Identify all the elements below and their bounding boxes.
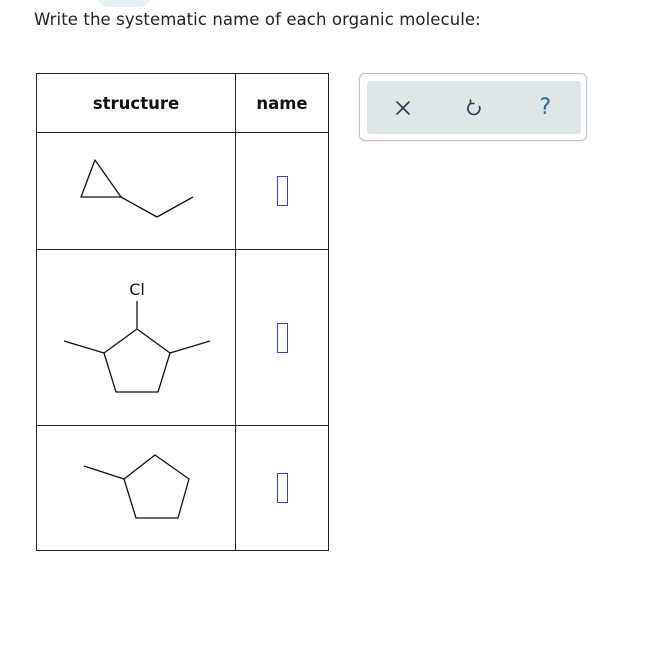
answer-table <box>36 73 329 551</box>
structure-cell <box>37 250 236 426</box>
table-row <box>37 426 329 551</box>
header-name: name <box>236 74 329 133</box>
name-cell <box>236 133 329 250</box>
answer-toolbar <box>359 73 587 141</box>
question-prompt: Write the systematic name of each organic molecule: <box>34 10 481 29</box>
structure-cell <box>37 133 236 250</box>
chloro-dimethylcyclopentane-structure <box>37 250 235 425</box>
name-cell <box>236 250 329 426</box>
name-input-3[interactable] <box>277 473 288 503</box>
table-row <box>37 133 329 250</box>
help-button[interactable] <box>525 88 565 128</box>
name-cell <box>236 426 329 551</box>
header-structure: structure <box>37 74 236 133</box>
clear-button[interactable] <box>383 88 423 128</box>
name-input-2[interactable] <box>277 323 288 353</box>
top-tab[interactable] <box>98 0 150 7</box>
atom-label-cl: Cl <box>129 280 145 299</box>
methylcyclopentane-structure <box>37 426 235 550</box>
x-icon <box>394 99 412 117</box>
toolbar-button-group <box>367 81 581 134</box>
table-header-row <box>37 74 329 133</box>
ethylcyclopropane-structure <box>37 133 235 249</box>
question-mark-icon: ? <box>539 94 552 120</box>
name-input-1[interactable] <box>277 176 288 206</box>
undo-button[interactable] <box>454 88 494 128</box>
structure-cell <box>37 426 236 551</box>
table-row <box>37 250 329 426</box>
undo-icon <box>464 98 484 118</box>
